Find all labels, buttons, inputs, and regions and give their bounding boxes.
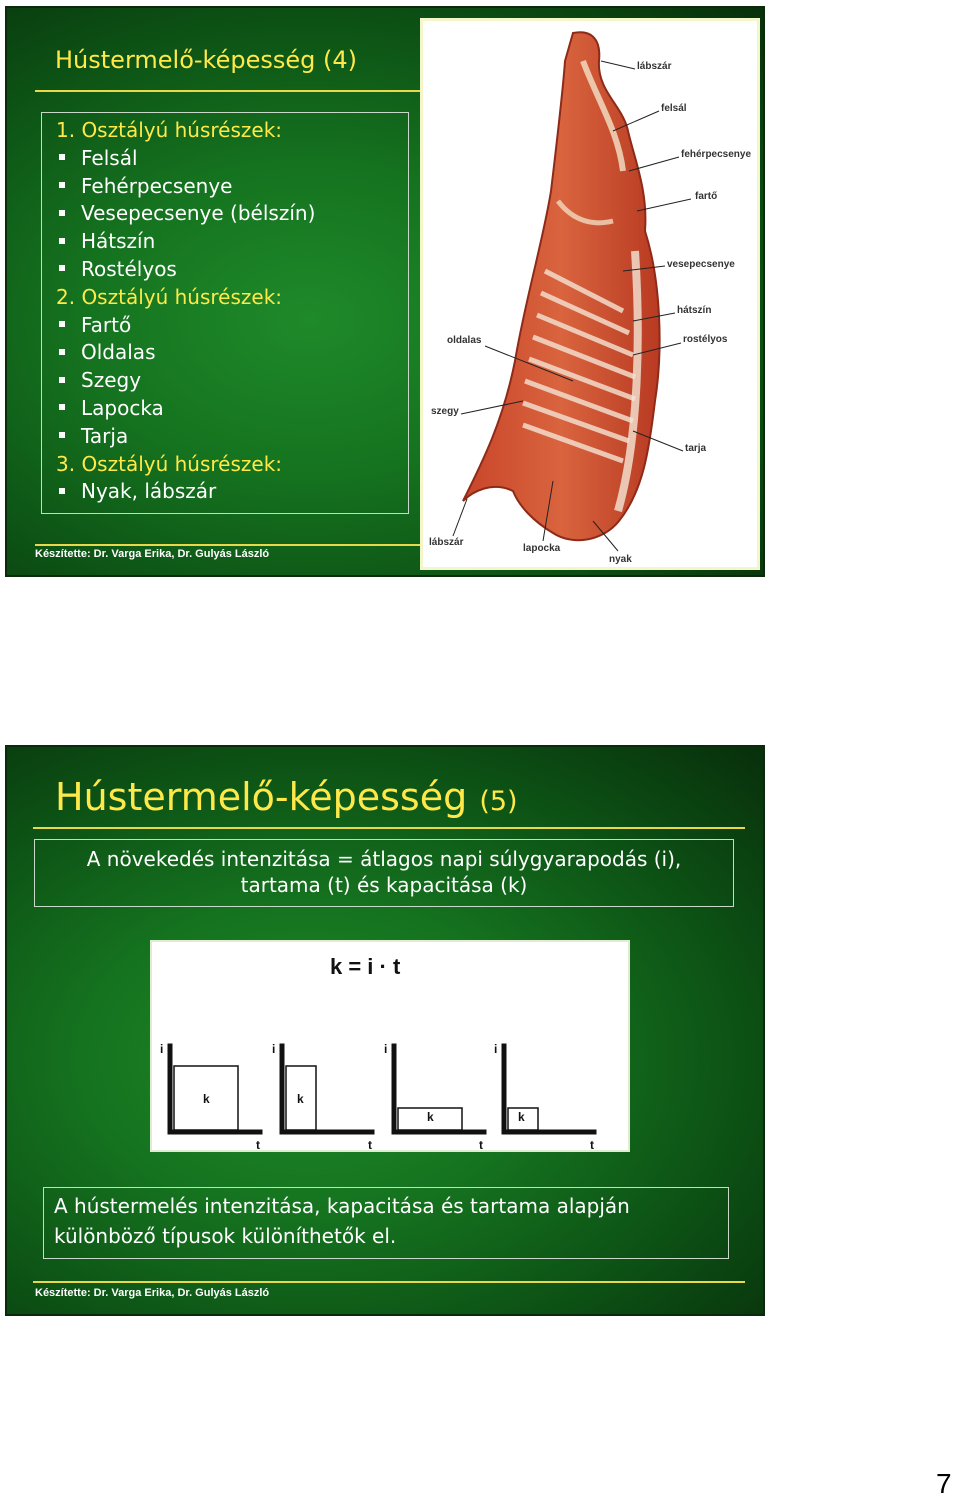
axis-t-3: t [479, 1138, 483, 1152]
definition-line-2: tartama (t) és kapacitása (k) [240, 873, 528, 897]
axis-t-4: t [590, 1138, 594, 1152]
square-bullet-icon [59, 404, 65, 410]
area-k-1: k [203, 1092, 210, 1106]
square-bullet-icon [59, 432, 65, 438]
square-bullet-icon [59, 377, 65, 383]
label-vesepecsenye: vesepecsenye [667, 259, 735, 270]
axis-t-1: t [256, 1138, 260, 1152]
square-bullet-icon [59, 265, 65, 271]
square-bullet-icon [59, 154, 65, 160]
axis-t-2: t [368, 1138, 372, 1152]
list-text: Oldalas [81, 340, 156, 365]
list-text: 2. Osztályú húsrészek: [56, 284, 283, 309]
slide-title-text: Hústermelő-képesség [55, 775, 468, 819]
list-text: Hátszín [81, 229, 156, 254]
list-item [56, 339, 408, 367]
list-item [56, 395, 408, 423]
footer-rule [33, 1281, 745, 1283]
square-bullet-icon [59, 488, 65, 494]
slide-title: Hústermelő-képesség (4) [55, 46, 357, 74]
capacity-diagram [150, 940, 630, 1152]
list-item [56, 478, 408, 506]
square-bullet-icon [59, 349, 65, 355]
list-text: Fehérpecsenye [81, 173, 233, 198]
footer-rule [35, 544, 425, 546]
list-text: Lapocka [81, 395, 164, 420]
square-bullet-icon [59, 321, 65, 327]
label-farto: fartő [695, 191, 718, 202]
definition-box [34, 839, 734, 907]
label-rostelyos: rostélyos [683, 334, 728, 345]
conclusion-line-1: A hústermelés intenzitása, kapacitása és tartama alapján [54, 1194, 630, 1218]
slide-footer: Készítette: Dr. Varga Erika, Dr. Gulyás László [35, 1287, 270, 1299]
list-item [56, 312, 408, 340]
title-underline [35, 90, 425, 92]
list-text: Vesepecsenye (bélszín) [81, 201, 316, 226]
list-item [56, 200, 408, 228]
conclusion-line-2: különböző típusok különíthetők el. [54, 1224, 397, 1248]
square-bullet-icon [59, 182, 65, 188]
label-felsal: felsál [661, 103, 687, 114]
definition-line-1: A növekedés intenzitása = átlagos napi súlygyarapodás (i), [86, 847, 682, 871]
axis-i-4: i [494, 1042, 498, 1056]
list-text: Nyak, lábszár [81, 479, 217, 504]
slide-title [55, 775, 518, 819]
label-labszar-top: lábszár [637, 61, 672, 72]
list-item [56, 228, 408, 256]
list-item [56, 423, 408, 451]
page-number: 7 [936, 1468, 952, 1499]
formula: k = i · t [330, 954, 401, 979]
list-text: 1. Osztályú húsrészek: [56, 118, 283, 142]
square-bullet-icon [59, 238, 65, 244]
list-heading [56, 284, 408, 312]
axis-i-2: i [272, 1042, 276, 1056]
beef-carcass-image [420, 18, 760, 570]
slide-footer: Készítette: Dr. Varga Erika, Dr. Gulyás László [35, 548, 270, 560]
list-item [56, 173, 408, 201]
label-szegy: szegy [431, 406, 459, 417]
label-oldalas: oldalas [447, 335, 482, 346]
label-feherpecsenye: fehérpecsenye [681, 149, 752, 160]
axis-i-1: i [160, 1042, 164, 1056]
list-heading [56, 117, 408, 145]
list-item [56, 367, 408, 395]
label-labszar-bottom: lábszár [429, 537, 464, 548]
label-tarja: tarja [685, 443, 707, 454]
axis-i-3: i [384, 1042, 388, 1056]
list-text: Tarja [81, 423, 129, 448]
slide-title-number: (5) [479, 786, 518, 817]
list-item [56, 145, 408, 173]
area-k-3: k [427, 1110, 434, 1124]
meat-cuts-list [41, 112, 409, 514]
list-item [56, 256, 408, 284]
area-k-4: k [518, 1110, 525, 1124]
slide-meat-production-5 [5, 745, 765, 1316]
list-heading [56, 451, 408, 479]
area-k-2: k [297, 1092, 304, 1106]
label-lapocka: lapocka [523, 543, 561, 554]
list-text: 3. Osztályú húsrészek: [56, 451, 283, 476]
square-bullet-icon [59, 210, 65, 216]
carcass-illustration [423, 21, 757, 567]
label-hatszin: hátszín [677, 305, 712, 316]
capacity-graphs [152, 942, 628, 1150]
list-text: Rostélyos [81, 256, 177, 281]
list-text: Szegy [81, 368, 142, 393]
list-text: Felsál [81, 145, 138, 170]
list-text: Fartő [81, 312, 132, 337]
conclusion-box [43, 1187, 729, 1259]
slide-meat-production-4 [5, 6, 765, 577]
label-nyak: nyak [609, 554, 632, 565]
title-underline [33, 827, 745, 829]
